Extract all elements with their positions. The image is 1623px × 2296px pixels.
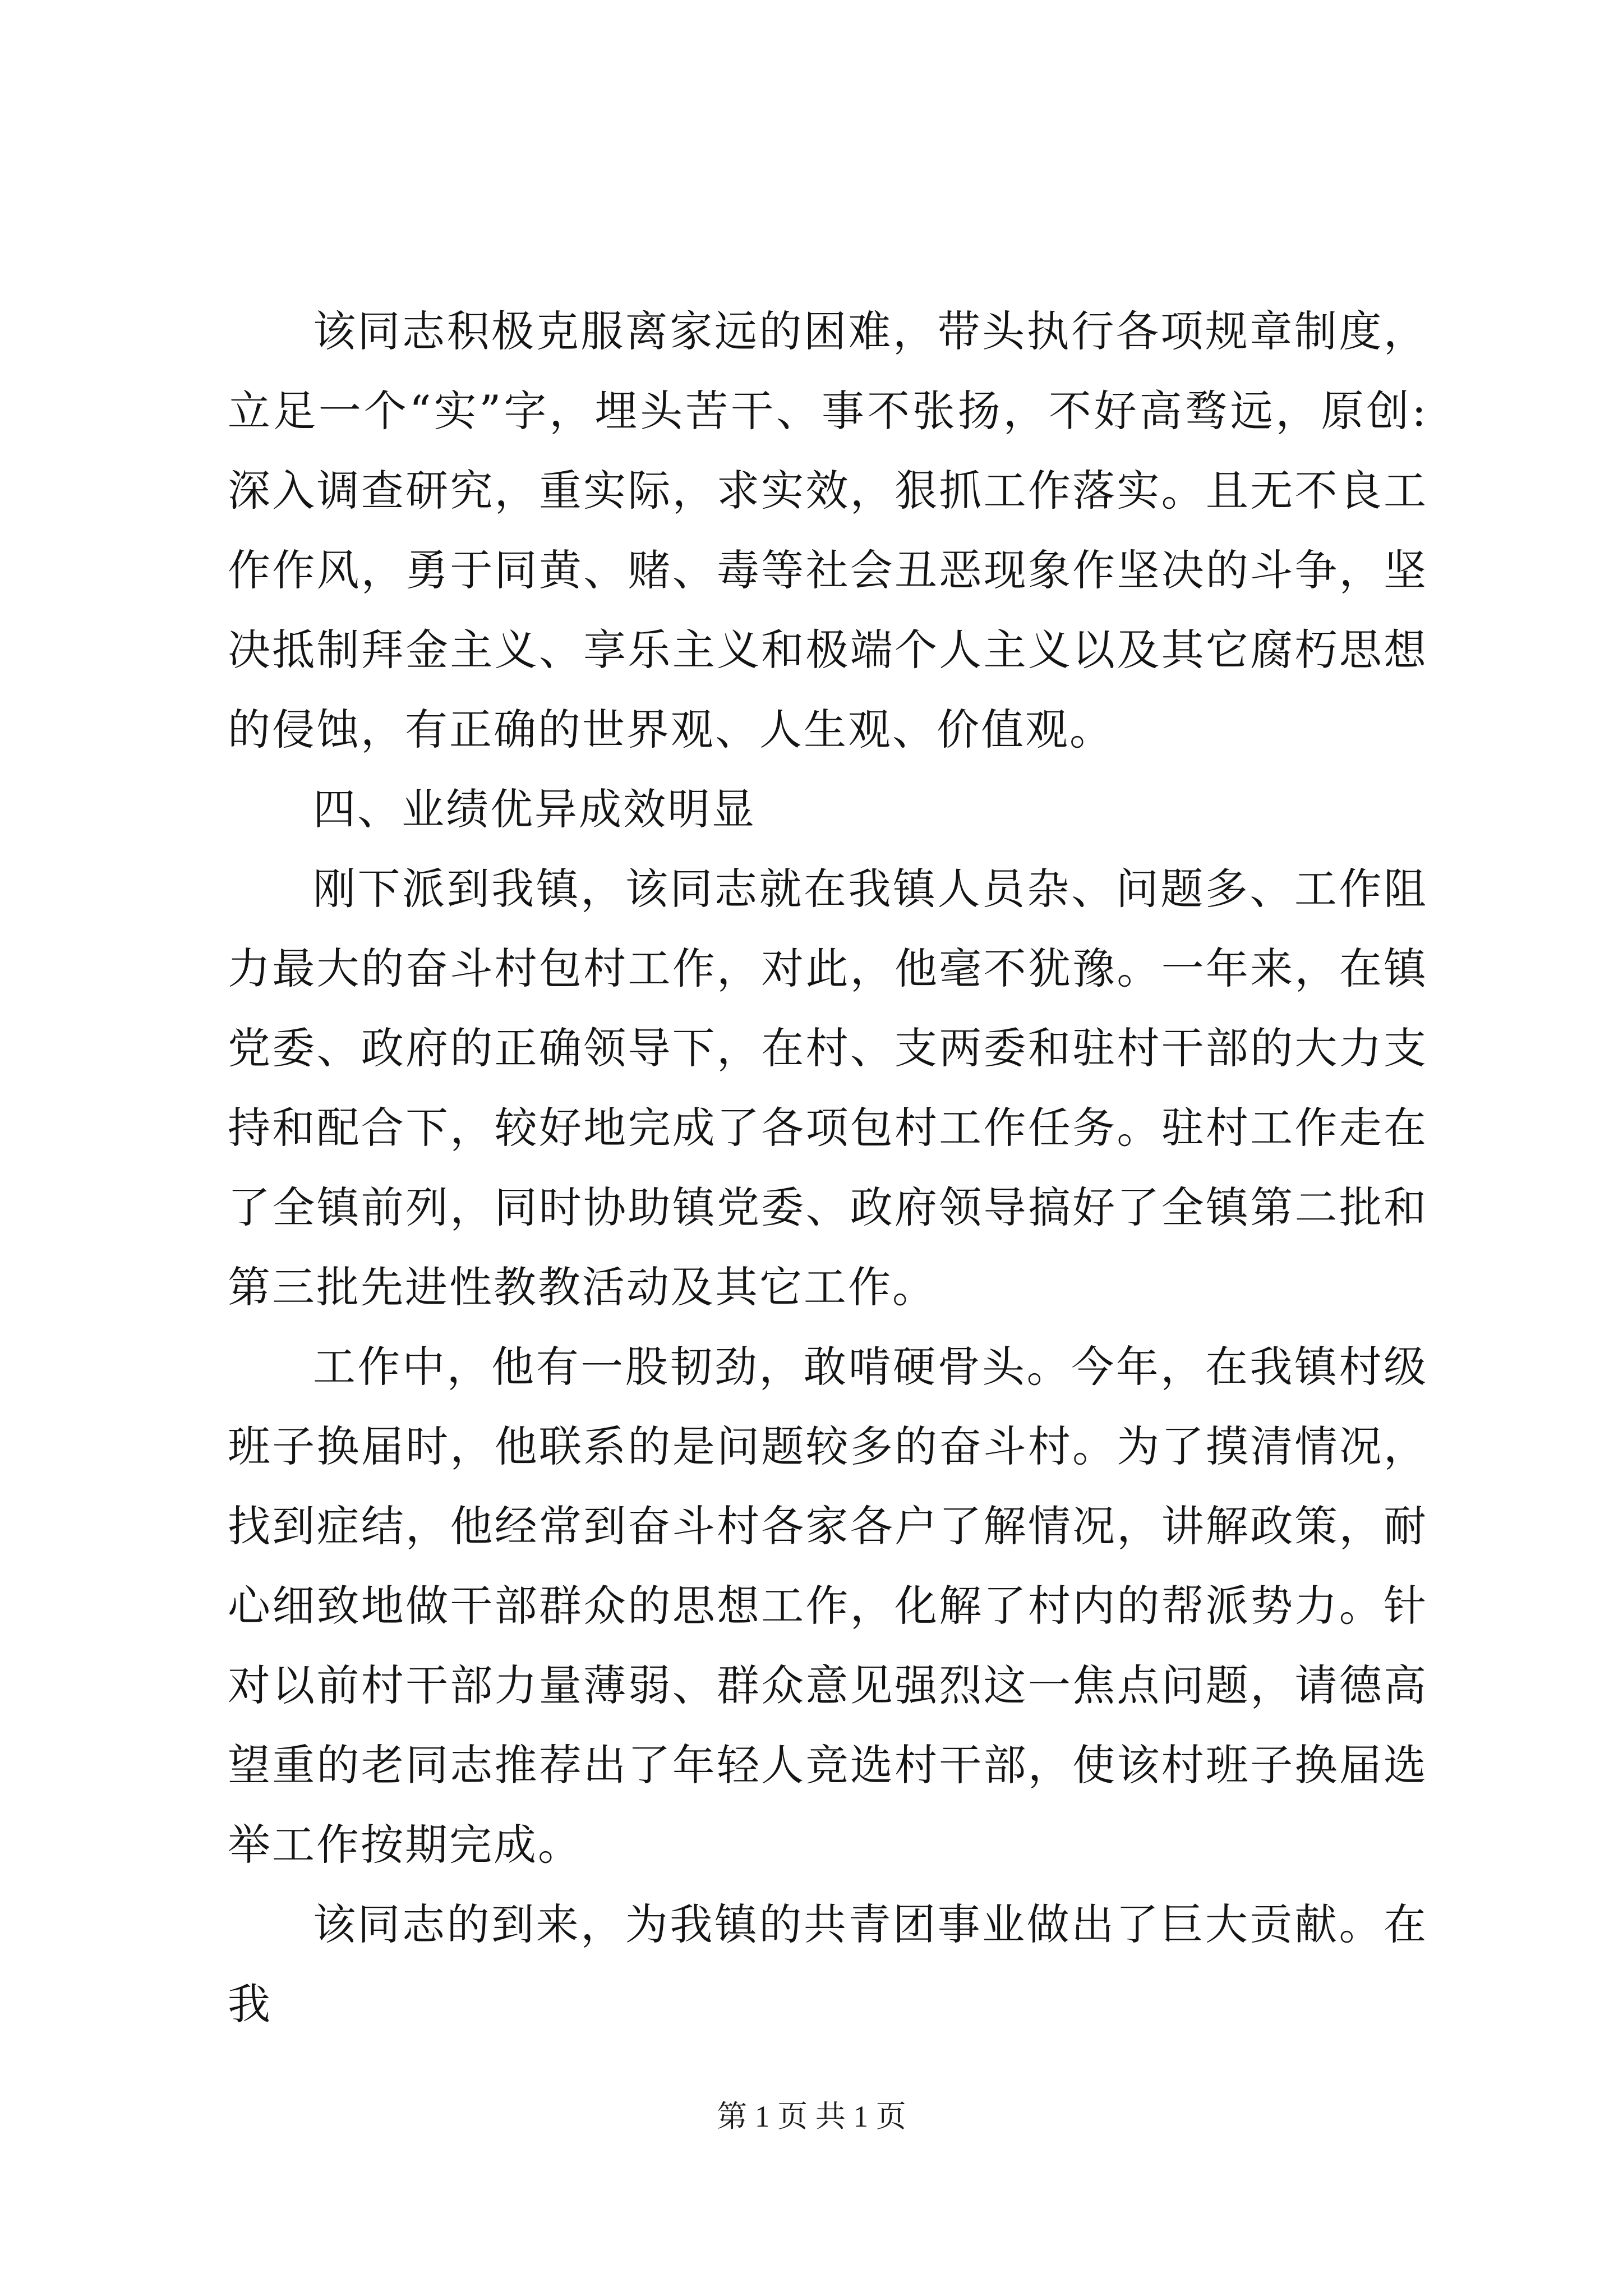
paragraph-youth-league: 该同志的到来，为我镇的共青团事业做出了巨大贡献。在我 — [228, 1899, 1428, 2029]
document-body — [228, 292, 1428, 2044]
section-heading: 四、业绩优异成效明显 — [313, 784, 756, 834]
paragraph-election: 工作中，他有一股韧劲，敢啃硬骨头。今年，在我镇村级班子换届时，他联系的是问题较多的奋斗村。为了摸清情况，找到症结，他经常到奋斗村各家各户了解情况，讲解政策，耐心细致地做干部群众的思想工作，化解了村内的帮派势力。针对以前村干部力量薄弱、群众意见强烈这一焦点问题，请德高望重的老同志推荐出了年轻人竞选村干部，使该村班子换届选举工作按期完成。 — [228, 1342, 1428, 1870]
page-footer: 第 1 页 共 1 页 — [717, 2100, 906, 2133]
paragraph-village-work: 刚下派到我镇，该同志就在我镇人员杂、问题多、工作阻力最大的奋斗村包村工作，对此，他毫不犹豫。一年来，在镇党委、政府的正确领导下，在村、支两委和驻村干部的大力支持和配合下，较好地完成了各项包村工作任务。驻村工作走在了全镇前列，同时协助镇党委、政府领导搞好了全镇第二批和第三批先进性教教活动及其它工作。 — [228, 864, 1428, 1312]
paragraph-conduct: 该同志积极克服离家远的困难，带头执行各项规章制度，立足一个“实”字，埋头苦干、事不张扬，不好高骛远，原创:深入调查研究，重实际，求实效，狠抓工作落实。且无不良工作作风，勇于同黄、赌、毒等社会丑恶现象作坚决的斗争，坚决抵制拜金主义、享乐主义和极端个人主义以及其它腐朽思想的侵蚀，有正确的世界观、人生观、价值观。 — [228, 306, 1428, 754]
